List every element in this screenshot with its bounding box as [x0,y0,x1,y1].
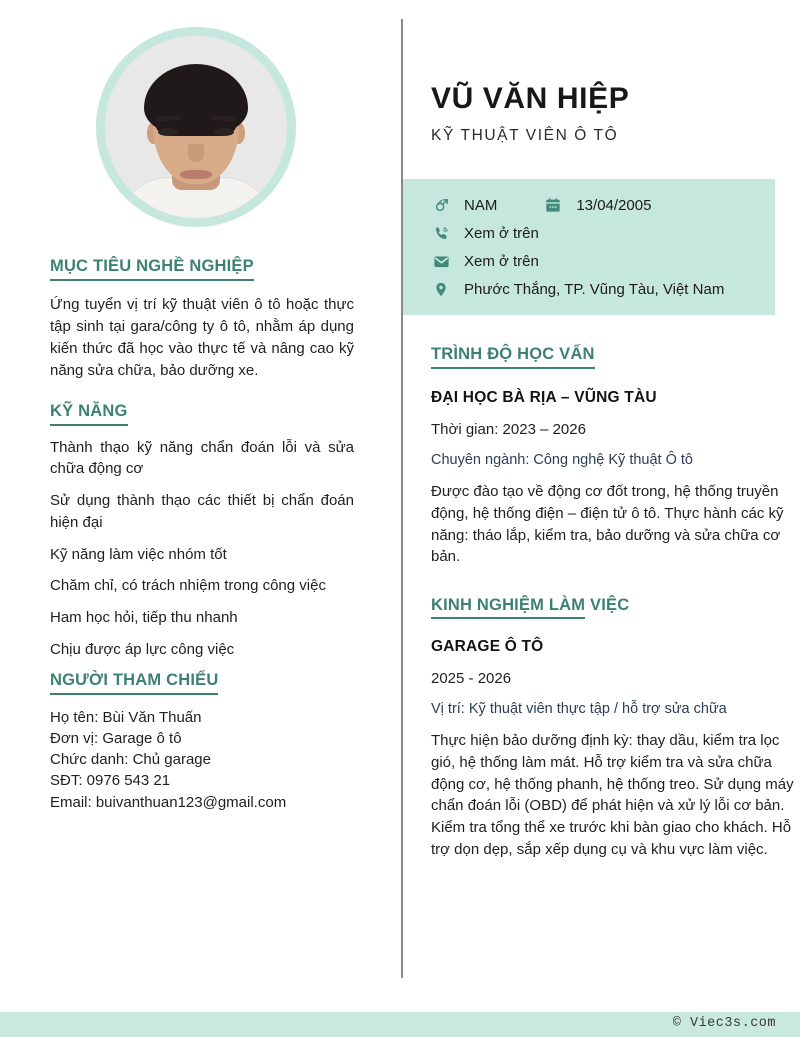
right-column [403,0,800,861]
email-value: Xem ở trên [464,252,539,270]
education-school: ĐẠI HỌC BÀ RỊA – VŨNG TÀU [431,389,657,406]
left-column [50,0,354,813]
section-education [403,345,800,568]
gender-male-icon [433,195,455,215]
experience-heading [431,596,629,618]
section-objective [50,257,354,382]
profile-photo [105,36,287,218]
experience-description: Thực hiện bảo dưỡng định kỳ: thay dầu, kiểm tra lọc gió, hệ thống làm mát. Hỗ trợ kiểm tra và sửa chữa động cơ, hệ thống phanh, hệ thống treo. Sử dụng máy chẩn đoán lỗi (OBD) để phát hiện và xử lý lỗi cơ bản. Kiểm tra tổng thể xe trước khi bàn giao cho khách. Hỗ trợ dọn dẹp, sắp xếp dụng cụ và khu vực làm việc. [431,732,794,858]
contact-row-email [403,251,775,271]
experience-company: GARAGE Ô TÔ [431,638,544,655]
footer-copyright: © Viec3s.com [672,1016,776,1031]
experience-heading-tail: VIỆC [585,596,630,614]
page-title: VŨ VĂN HIỆP [431,82,630,115]
education-heading: TRÌNH ĐỘ HỌC VẤN [431,345,595,369]
objective-heading: MỤC TIÊU NGHỀ NGHIỆP [50,257,254,281]
education-time: Thời gian: 2023 – 2026 [431,421,586,438]
section-skills [50,402,354,661]
contact-row-gender-birthday [403,195,775,215]
calendar-icon [545,195,567,215]
address-value: Phước Thắng, TP. Vũng Tàu, Việt Nam [464,280,725,298]
skills-list [50,437,354,661]
reference-email: Email: buivanthuan123@gmail.com [50,793,287,811]
contact-row-address [403,279,775,299]
reference-org: Đơn vị: Garage ô tô [50,729,182,747]
experience-time: 2025 - 2026 [431,670,512,687]
avatar [96,27,296,227]
gender-value: NAM [464,196,498,214]
reference-name: Họ tên: Bùi Văn Thuấn [50,708,202,726]
phone-value: Xem ở trên [464,224,539,242]
list-item: Chịu được áp lực công việc [50,640,235,658]
education-description: Được đào tạo về động cơ đốt trong, hệ thống truyền động, hệ thống điện – điện tử ô tô. Thực hành các kỹ năng: tháo lắp, kiểm tra, bảo dưỡng và sửa chữa cơ bản. [431,483,784,566]
education-major: Chuyên ngành: Công nghệ Kỹ thuật Ô tô [431,452,693,468]
portrait-illustration [105,36,287,218]
email-icon [433,251,455,271]
reference-heading: NGƯỜI THAM CHIẾU [50,671,218,695]
list-item: Sử dụng thành thạo các thiết bị chẩn đoán hiện đại [50,492,354,531]
job-title: KỸ THUẬT VIÊN Ô TÔ [431,127,619,144]
birthday-value: 13/04/2005 [576,196,652,214]
reference-title: Chức danh: Chủ garage [50,751,211,769]
section-reference [50,671,354,813]
reference-details [50,707,354,813]
location-pin-icon [433,279,455,299]
objective-text: Ứng tuyển vị trí kỹ thuật viên ô tô hoặc thực tập sinh tại gara/công ty ô tô, nhằm áp dụng kiến thức đã học vào thực tế và nâng cao kỹ năng sửa chữa, bảo dưỡng xe. [50,296,354,379]
phone-icon [433,223,455,243]
list-item: Ham học hỏi, tiếp thu nhanh [50,609,238,627]
skills-heading: KỸ NĂNG [50,402,128,426]
section-experience [403,596,800,861]
list-item: Chăm chỉ, có trách nhiệm trong công việc [50,577,326,595]
contact-row-phone [403,223,775,243]
reference-phone: SĐT: 0976 543 21 [50,772,171,790]
contact-box [403,179,775,315]
list-item: Thành thạo kỹ năng chẩn đoán lỗi và sửa chữa động cơ [50,438,354,478]
experience-position: Vị trí: Kỹ thuật viên thực tập / hỗ trợ sửa chữa [431,701,727,717]
birthday-pair [545,195,651,215]
header-block [403,0,800,145]
list-item: Kỹ năng làm việc nhóm tốt [50,545,227,563]
experience-heading-underlined: KINH NGHIỆM LÀM [431,596,585,619]
